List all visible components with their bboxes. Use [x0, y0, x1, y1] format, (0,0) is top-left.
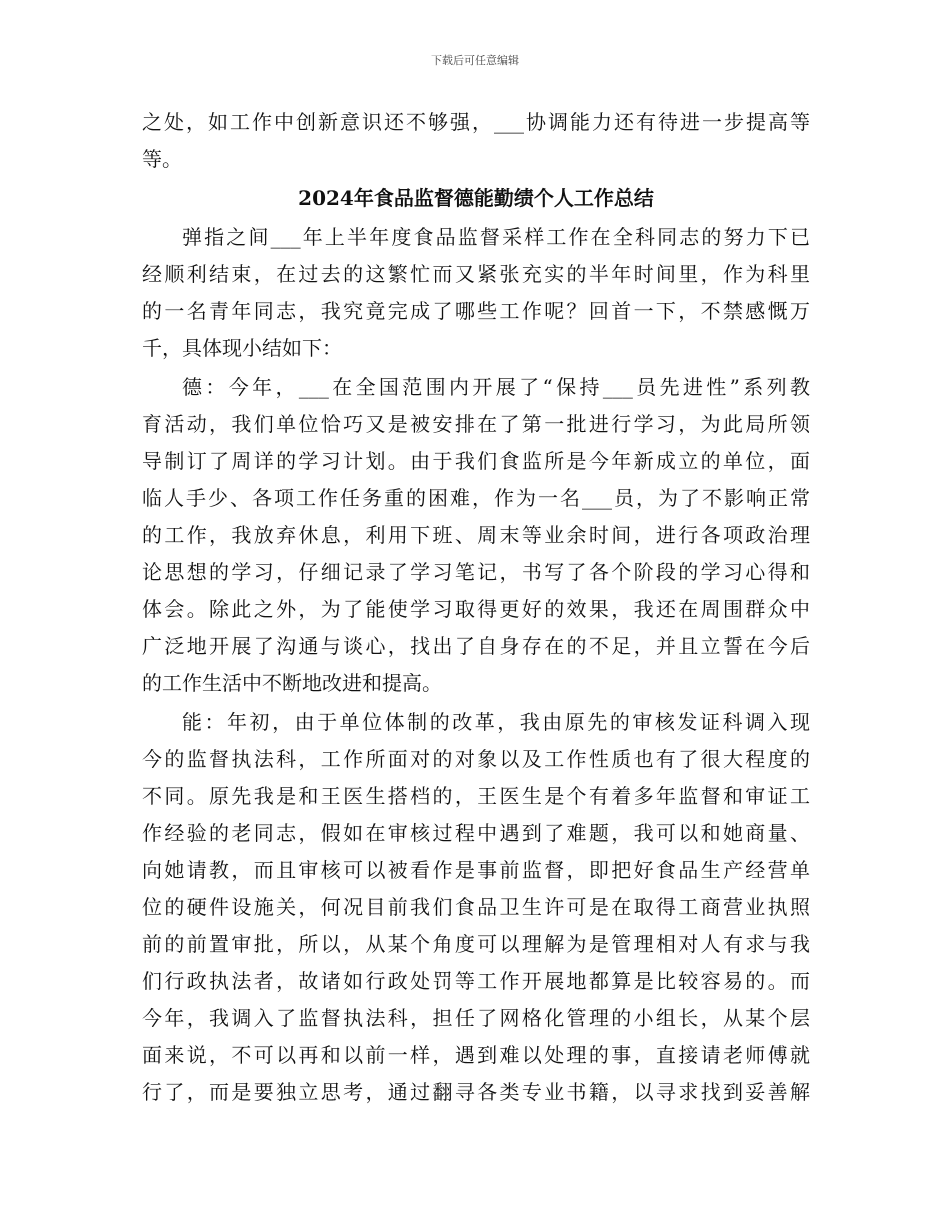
paragraph-opening [142, 219, 810, 367]
document-body [142, 104, 810, 1111]
text-line: 育活动，我们单位恰巧又是被安排在了第一批进行学习，为此局所领 [142, 412, 810, 436]
text-line: 作经验的老同志，假如在审核过程中遇到了难题，我可以和她商量、 [142, 821, 810, 845]
text-line: 位的硬件设施关，何况目前我们食品卫生许可是在取得工商营业执照 [142, 895, 810, 919]
paragraph-virtue [142, 369, 810, 702]
text-line: 面来说，不可以再和以前一样，遇到难以处理的事，直接请老师傅就 [142, 1043, 810, 1067]
page-header: 下载后可任意编辑 [431, 54, 519, 67]
text-line: 今的监督执法科，工作所面对的对象以及工作性质也有了很大程度的 [142, 747, 810, 771]
paragraph-ability [142, 704, 810, 1111]
text-line: 导制订了周详的学习计划。由于我们食监所是今年新成立的单位，面 [142, 449, 810, 473]
text-line: 们行政执法者，故诸如行政处罚等工作开展地都算是比较容易的。而 [142, 969, 810, 993]
text-line: 不同。原先我是和王医生搭档的，王医生是个有着多年监督和审证工 [142, 784, 810, 808]
intro-paragraph [142, 104, 810, 178]
text-line: 之处，如工作中创新意识还不够强，___协调能力还有待进一步提高等 [142, 110, 810, 134]
text-line: 临人手少、各项工作任务重的困难，作为一名___员，为了不影响正常 [142, 486, 810, 510]
text-line: 体会。除此之外，为了能使学习取得更好的效果，我还在周围群众中 [142, 597, 810, 621]
text-line: 广泛地开展了沟通与谈心，找出了自身存在的不足，并且立誓在今后 [142, 634, 810, 658]
text-line: 论思想的学习，仔细记录了学习笔记，书写了各个阶段的学习心得和 [142, 560, 810, 584]
text-line: 的工作，我放弃休息，利用下班、周末等业余时间，进行各项政治理 [142, 523, 810, 547]
text-line: 向她请教，而且审核可以被看作是事前监督，即把好食品生产经营单 [142, 858, 810, 882]
text-line: 等。 [142, 147, 182, 171]
text-line: 的一名青年同志，我究竟完成了哪些工作呢？回首一下，不禁感慨万 [142, 299, 810, 323]
text-line: 能：年初，由于单位体制的改革，我由原先的审核发证科调入现 [182, 710, 810, 734]
text-line: 行了，而是要独立思考，通过翻寻各类专业书籍，以寻求找到妥善解 [142, 1080, 810, 1104]
text-line: 经顺利结束，在过去的这繁忙而又紧张充实的半年时间里，作为科里 [142, 262, 810, 286]
text-line: 德：今年，___在全国范围内开展了“保持___员先进性”系列教 [182, 375, 810, 399]
text-line: 的工作生活中不断地改进和提高。 [142, 671, 442, 695]
text-line: 前的前置审批，所以，从某个角度可以理解为是管理相对人有求与我 [142, 932, 810, 956]
document-title: 2024年食品监督德能勤绩个人工作总结 [298, 186, 654, 210]
text-line: 千，具体现小结如下： [142, 336, 342, 360]
text-line: 今年，我调入了监督执法科，担任了网格化管理的小组长，从某个层 [142, 1006, 810, 1030]
text-line: 弹指之间___年上半年度食品监督采样工作在全科同志的努力下已 [182, 225, 810, 249]
